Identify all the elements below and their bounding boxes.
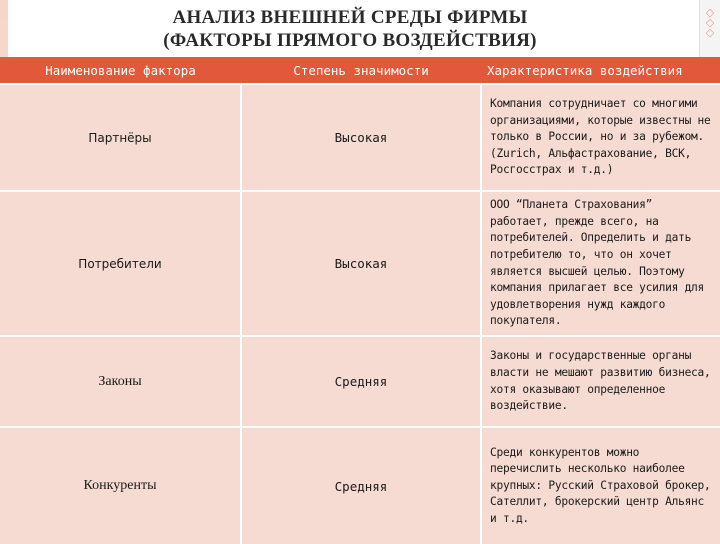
header-factor: Наименование фактора xyxy=(0,57,241,84)
table-header-row xyxy=(0,57,720,84)
characteristic-cell: Законы и государственные органы власти не мешают развитию бизнеса, хотя оказывают определенное воздействие. xyxy=(481,336,720,427)
table-row xyxy=(0,84,720,191)
factor-cell xyxy=(0,84,241,191)
factor-cell xyxy=(0,427,241,544)
chevron-icon: ◇ ◇ ◇ xyxy=(705,6,715,39)
header-characteristic: Характеристика воздействия xyxy=(481,57,720,84)
title-line-2: (ФАКТОРЫ ПРЯМОГО ВОЗДЕЙСТВИЯ) xyxy=(163,30,537,51)
significance-cell: Средняя xyxy=(241,336,481,427)
characteristic-cell: ООО “Планета Страхования” работает, прежде всего, на потребителей. Определить и дать потребителю то, что он хочет является высшей целью. Поэтому компания прилагает все усилия для удовлетворения нужд каждого покупателя. xyxy=(481,191,720,336)
table-row xyxy=(0,427,720,544)
factor-cell xyxy=(0,191,241,336)
characteristic-cell: Среди конкурентов можно перечислить несколько наиболее крупных: Русский Страховой брокер, Сателлит, брокерский центр Альянс и т.д. xyxy=(481,427,720,544)
factor-name: Партнёры xyxy=(88,130,152,145)
page-title xyxy=(60,6,640,52)
factor-name: Законы xyxy=(98,373,142,389)
factor-name: Потребители xyxy=(78,256,162,271)
table-row xyxy=(0,336,720,427)
significance-cell: Высокая xyxy=(241,191,481,336)
header-significance: Степень значимости xyxy=(241,57,481,84)
title-line-1: АНАЛИЗ ВНЕШНЕЙ СРЕДЫ ФИРМЫ xyxy=(172,7,528,28)
significance-cell: Средняя xyxy=(241,427,481,544)
table-row xyxy=(0,191,720,336)
factor-name: Конкуренты xyxy=(83,478,157,493)
factor-cell xyxy=(0,336,241,427)
significance-cell: Высокая xyxy=(241,84,481,191)
factors-table xyxy=(0,57,720,544)
characteristic-cell: Компания сотрудничает со многими организациями, которые известны не только в России, но и за рубежом. (Zurich, Альфастрахование, ВСК, Росгосстрах и т.д.) xyxy=(481,84,720,191)
